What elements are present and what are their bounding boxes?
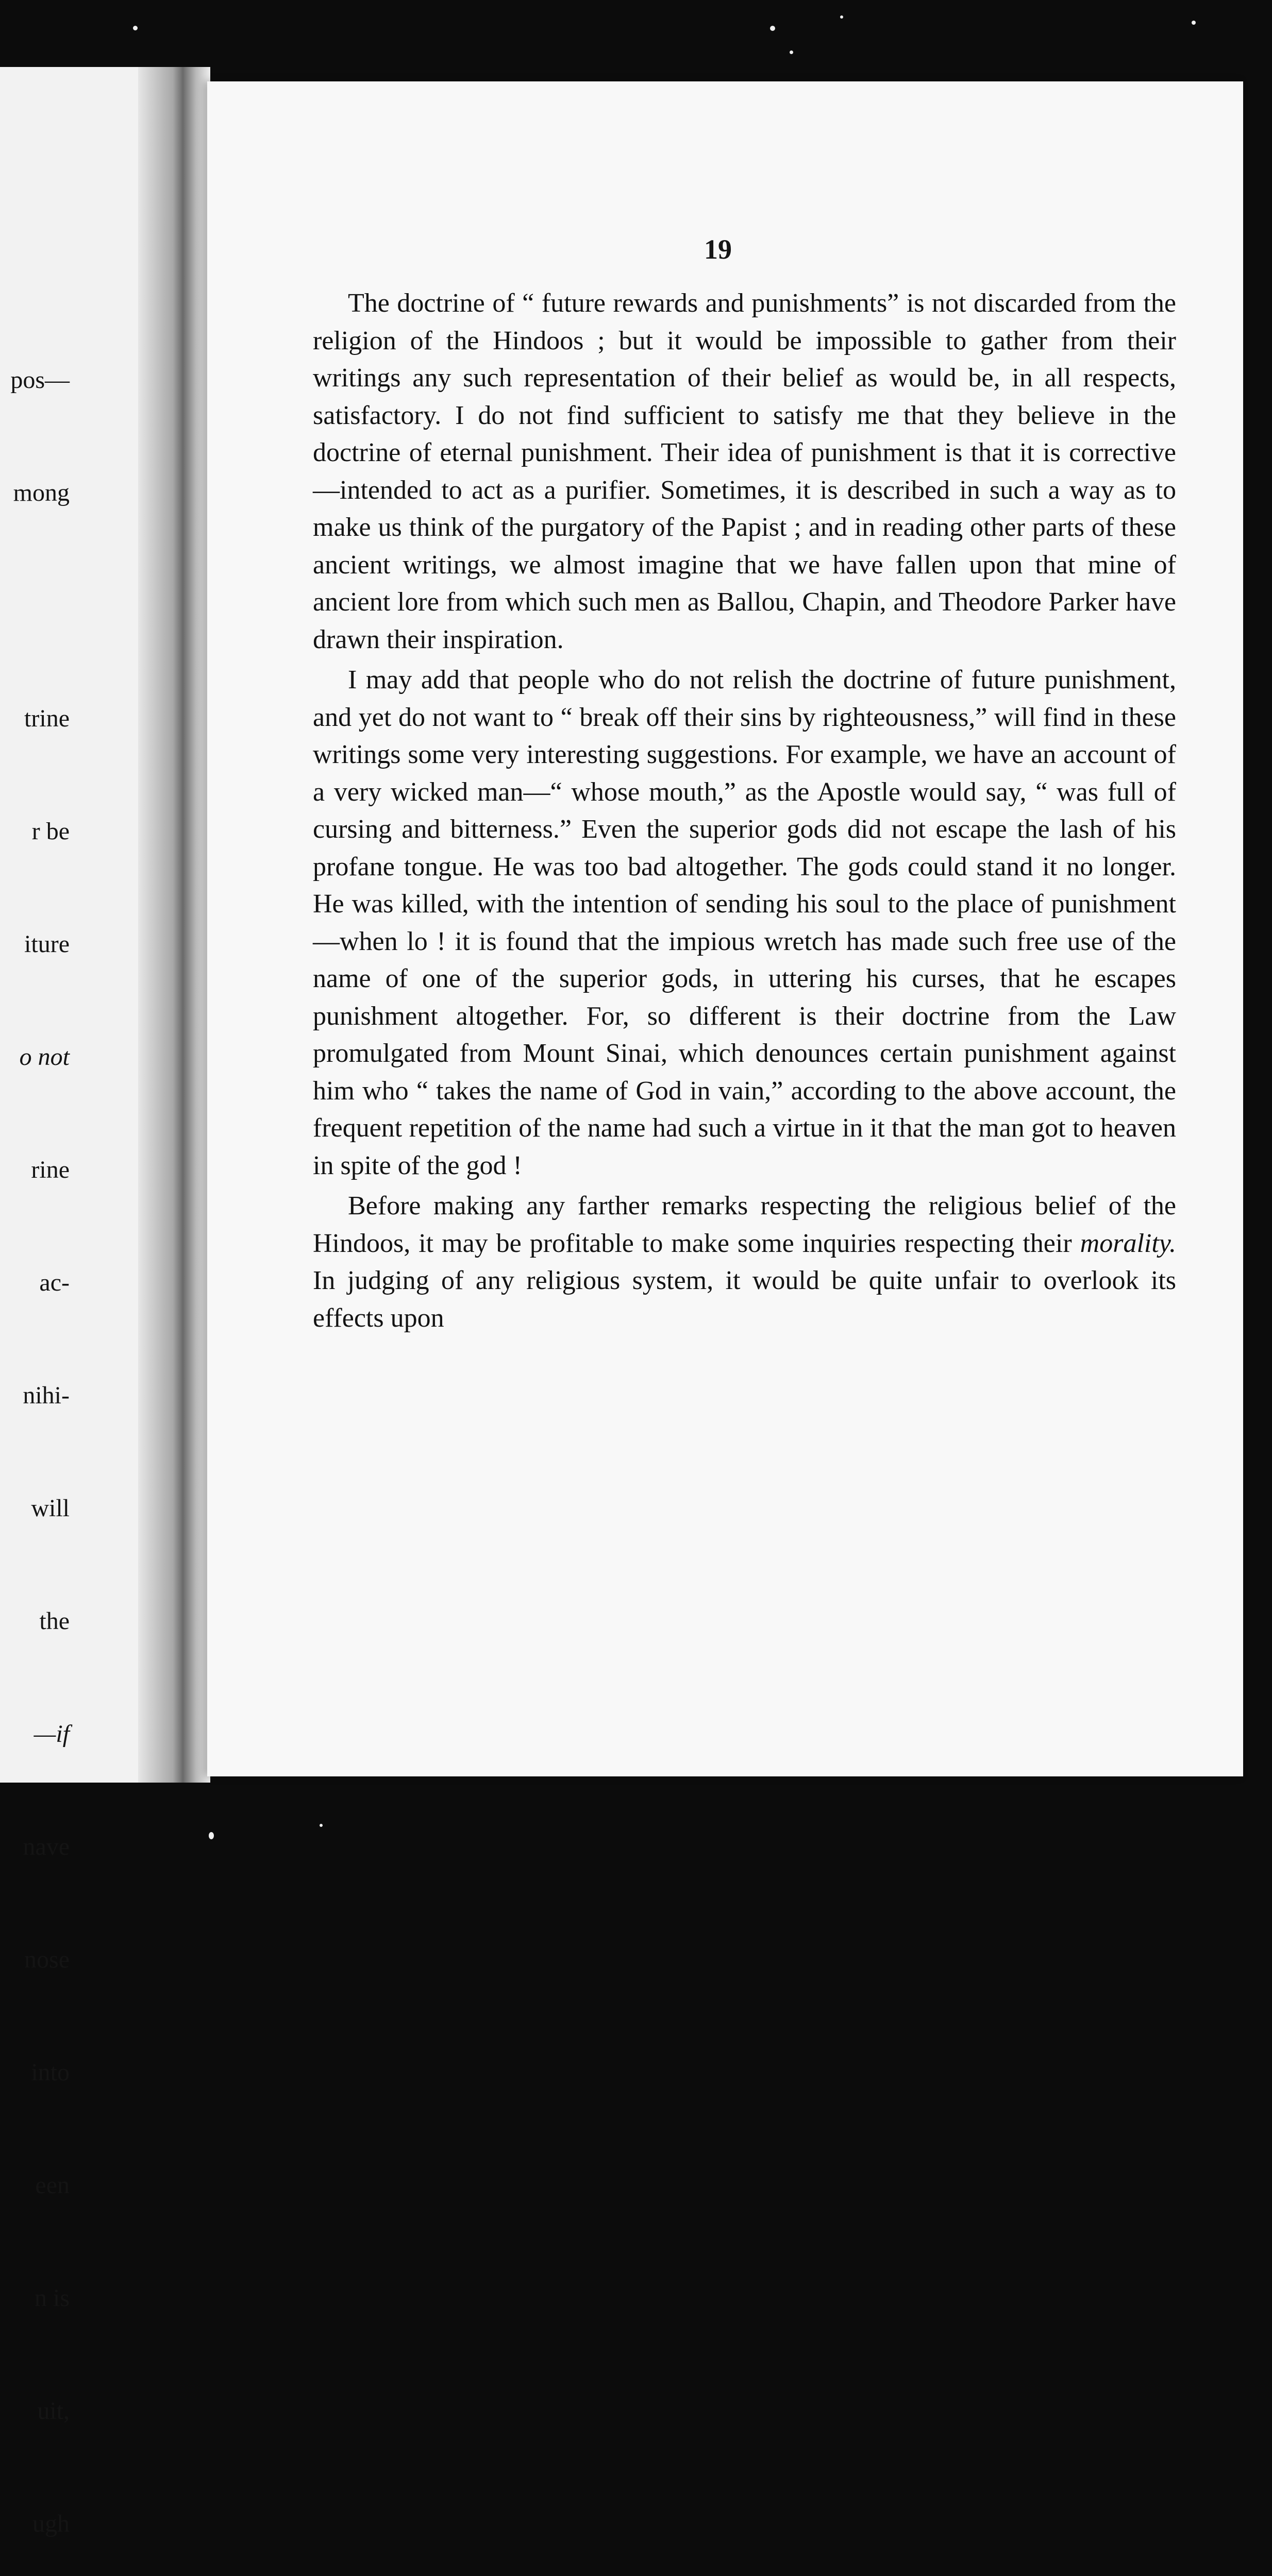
prev-fragment: into xyxy=(31,2059,70,2086)
paragraph-text: The doctrine of “ future rewards and punishments” is not discarded from the religion of the Hindoos ; but it would be impossible to gather from their writings any such representation of their belief as would be, in all respects, satisfactory. I do not find sufficient to satisfy me that they believe in the doctrine of eternal punishment. Their idea of punishment is that it is corrective—intended to act as a purifier. Sometimes, it is described in such a way as to make us think of the purgatory of the Papist ; and in reading other parts of these ancient writings, we almost imagine that we have fallen upon that mine of ancient lore from which such men as Ballou, Chapin, and Theodore Parker have drawn their inspiration. xyxy=(313,289,1176,654)
paragraph xyxy=(313,1188,1176,1337)
prev-fragment: trine xyxy=(24,705,70,732)
emphasis-word: morality. xyxy=(1080,1228,1176,1258)
prev-fragment: pos— xyxy=(10,366,70,394)
paragraph-text: Before making any farther remarks respecting the religious belief of the Hindoos, it may be profitable to make some inquiries respecting their xyxy=(313,1191,1176,1258)
scan-speck xyxy=(1192,21,1196,25)
book-gutter xyxy=(138,67,210,1783)
prev-fragment: een xyxy=(35,2172,70,2199)
paragraph-text: In judging of any religious system, it would be quite unfair to overlook its effects upon xyxy=(313,1266,1176,1333)
scan-speck xyxy=(209,1832,214,1839)
prev-fragment: iture xyxy=(24,930,70,958)
prev-fragment: ac- xyxy=(39,1269,70,1296)
prev-fragment: o not xyxy=(19,1043,70,1071)
prev-fragment: ugh xyxy=(32,2510,70,2537)
prev-fragment: nave xyxy=(23,1833,70,1860)
prev-fragment: r be xyxy=(31,818,70,845)
scan-speck xyxy=(840,15,843,19)
prev-fragment: uit, xyxy=(37,2397,70,2425)
prev-fragment: will xyxy=(31,1495,70,1522)
prev-fragment: nose xyxy=(24,1946,70,1973)
prev-fragment: rine xyxy=(31,1156,70,1183)
prev-fragment: mong xyxy=(13,479,70,506)
scan-speck xyxy=(790,50,793,54)
prev-fragment: n is xyxy=(34,2284,70,2312)
previous-page-fragments xyxy=(0,286,70,2576)
scan-speck xyxy=(133,26,138,30)
page-number: 19 xyxy=(704,234,732,265)
paragraph-text: I may add that people who do not relish the doctrine of future punishment, and yet do not want to “ break off their sins by righteousness,” will find in these writings some very interesting suggestions. For example, we have an account of a very wicked man—“ whose mouth,” as the Apostle would say, “ was full of cursing and bitterness.” Even the superior gods did not escape the lash of his profane tongue. He was too bad altogether. The gods could stand it no longer. He was killed, with the intention of sending his soul to the place of punishment—when lo ! it is found that the impious wretch has made such free use of the name of one of the superior gods, in uttering his curses, that he escapes punishment altogether. For, so different is their doctrine from the Law promulgated from Mount Sinai, which denounces certain punishment against him who “ takes the name of God in vain,” according to the above account, the frequent repetition of the name had such a virtue in it that the man got to heaven in spite of the god ! xyxy=(313,665,1176,1180)
scan-speck xyxy=(770,26,775,31)
book-page xyxy=(207,81,1243,1776)
prev-fragment: —if xyxy=(34,1720,70,1748)
page-body xyxy=(313,285,1176,1340)
paragraph xyxy=(313,285,1176,658)
prev-fragment: nihi- xyxy=(23,1382,70,1409)
scan-speck xyxy=(320,1824,323,1827)
prev-fragment: the xyxy=(39,1607,70,1635)
paragraph xyxy=(313,662,1176,1184)
